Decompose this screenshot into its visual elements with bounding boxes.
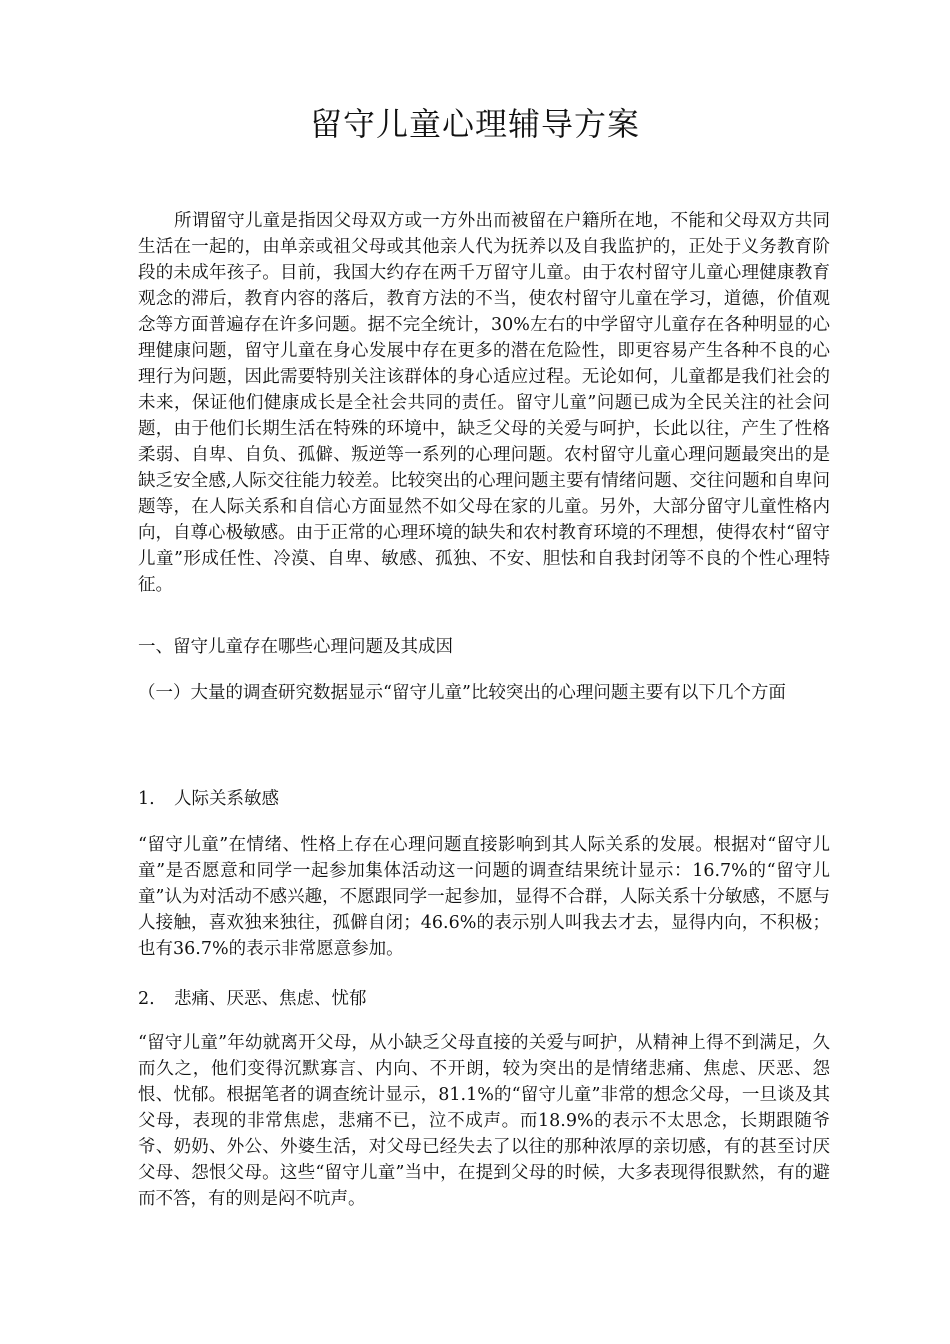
intro-paragraph: 所谓留守儿童是指因父母双方或一方外出而被留在户籍所在地，不能和父母双方共同生活在一起的，由单亲或祖父母或其他亲人代为抚养以及自我监护的，正处于义务教育阶段的未成年孩子。目前，我国大约存在两千万留守儿童。由于农村留守儿童心理健康教育观念的滞后，教育内容的落后，教育方法的不当，使农村留守儿童在学习，道德，价值观念等方面普遍存在许多问题。据不完全统计，30%左右的中学留守儿童存在各种明显的心理健康问题，留守儿童在身心发展中存在更多的潜在危险性，即更容易产生各种不良的心理行为问题，因此需要特别关注该群体的身心适应过程。无论如何，儿童都是我们社会的未来，保证他们健康成长是全社会共同的责任。留守儿童”问题已成为全民关注的社会问题，由于他们长期生活在特殊的环境中，缺乏父母的关爱与呵护，长此以往，产生了性格柔弱、自卑、自负、孤僻、叛逆等一系列的心理问题。农村留守儿童心理问题最突出的是缺乏安全感,人际交往能力较差。比较突出的心理问题主要有情绪问题、交往问题和自卑问题等，在人际关系和自信心方面显然不如父母在家的儿童。另外，大部分留守儿童性格内向，自尊心极敏感。由于正常的心理环境的缺失和农村教育环境的不理想，使得农村“留守儿童”形成任性、冷漠、自卑、敏感、孤独、不安、胆怯和自我封闭等不良的个性心理特征。: [138, 211, 830, 595]
list-item-label: 悲痛、厌恶、焦虑、忧郁: [174, 989, 367, 1009]
list-item-heading: [138, 986, 830, 1012]
list-item-label: 人际关系敏感: [174, 789, 279, 809]
section-heading: 一、留守儿童存在哪些心理问题及其成因: [138, 637, 453, 657]
document-title: 留守儿童心理辅导方案: [309, 105, 640, 143]
list-item-paragraph: “留守儿童”在情绪、性格上存在心理问题直接影响到其人际关系的发展。根据对“留守儿童”是否愿意和同学一起参加集体活动这一问题的调查结果统计显示：16.7%的“留守儿童”认为对活动不感兴趣，不愿跟同学一起参加，显得不合群，人际关系十分敏感，不愿与人接触，喜欢独来独往，孤僻自闭；46.6%的表示别人叫我去才去，显得内向，不积极；也有36.7%的表示非常愿意参加。: [138, 835, 830, 959]
list-item-paragraph: “留守儿童”年幼就离开父母，从小缺乏父母直接的关爱与呵护，从精神上得不到满足，久而久之，他们变得沉默寡言、内向、不开朗，较为突出的是情绪悲痛、焦虑、厌恶、怨恨、忧郁。根据笔者的调查统计显示，81.1%的“留守儿童”非常的想念父母，一旦谈及其父母，表现的非常焦虑，悲痛不已，泣不成声。而18.9%的表示不太思念，长期跟随爷爷、奶奶、外公、外婆生活，对父母已经失去了以往的那种浓厚的亲切感，有的甚至讨厌父母、怨恨父母。这些“留守儿童”当中，在提到父母的时候，大多表现得很默然，有的避而不答，有的则是闷不吭声。: [138, 1033, 830, 1209]
subsection-heading: （一）大量的调查研究数据显示“留守儿童”比较突出的心理问题主要有以下几个方面: [138, 683, 786, 703]
list-item-number: 1.: [138, 789, 155, 809]
list-item-number: 2.: [138, 989, 155, 1009]
list-item-heading: [138, 786, 830, 812]
